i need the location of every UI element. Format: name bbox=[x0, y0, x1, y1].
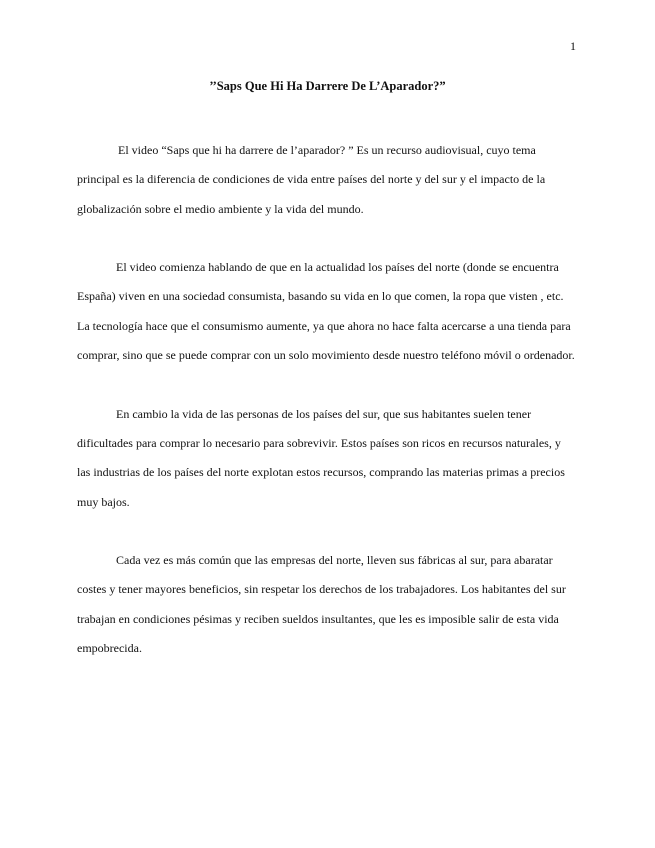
document-title: ’’Saps Que Hi Ha Darrere De L’Aparador?” bbox=[209, 79, 446, 93]
document-body bbox=[77, 136, 577, 663]
paragraph-4: Cada vez es más común que las empresas del norte, lleven sus fábricas al sur, para abaratar costes y tener mayores beneficios, sin respetar los derechos de los trabajadores. Los habitantes del sur trabajan en condiciones pésimas y reciben sueldos insultantes, que les es imposible salir de esta vida empobrecida. bbox=[77, 553, 566, 656]
paragraph-2: El video comienza hablando de que en la actualidad los países del norte (donde se encuentra España) viven en una sociedad consumista, basando su vida en lo que comen, la ropa que visten , etc. La tecnología hace que el consumismo aumente, ya que ahora no hace falta acercarse a una tienda para comprar, sino que se puede comprar con un solo movimiento desde nuestro teléfono móvil o ordenador. bbox=[77, 260, 575, 363]
page-number: 1 bbox=[570, 39, 576, 53]
paragraph-3: En cambio la vida de las personas de los países del sur, que sus habitantes suelen tener dificultades para comprar lo necesario para sobrevivir. Estos países son ricos en recursos naturales, y las industrias de los países del norte explotan estos recursos, comprando las materias primas a precios muy bajos. bbox=[77, 406, 565, 509]
paragraph-1: El video “Saps que hi ha darrere de l’aparador? ” Es un recurso audiovisual, cuyo tema principal es la diferencia de condiciones de vida entre países del norte y del sur y el impacto de la globalización sobre el medio ambiente y la vida del mundo. bbox=[77, 143, 546, 216]
